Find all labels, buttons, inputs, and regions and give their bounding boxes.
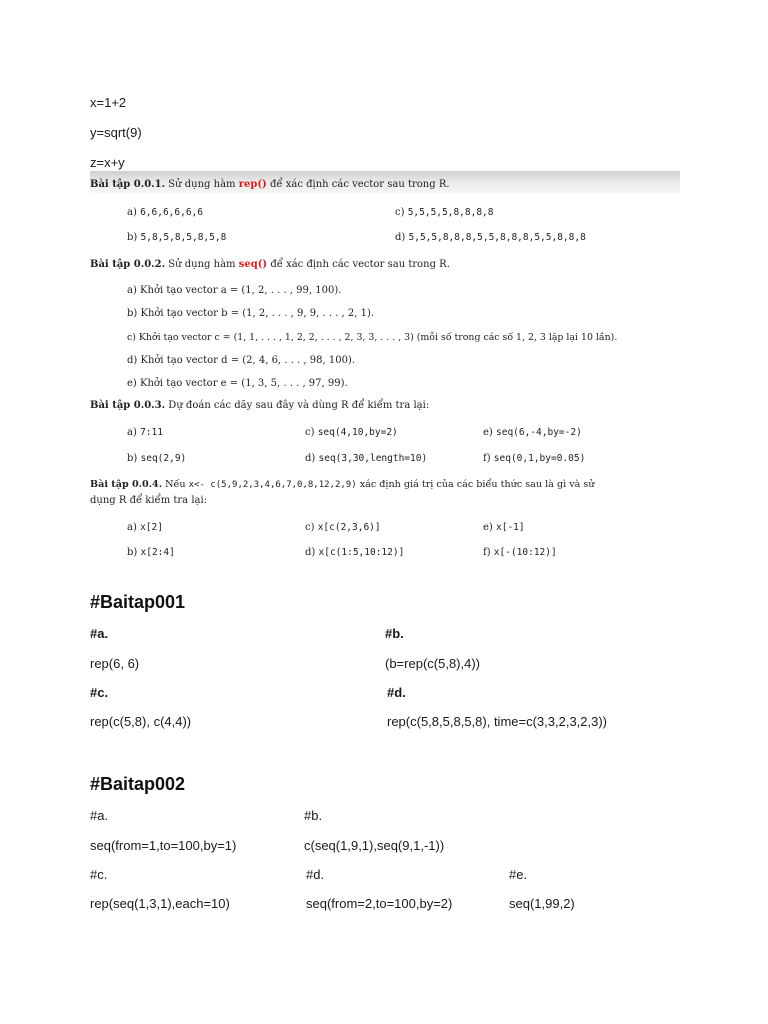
ex4-item-a: a) x[2] [127,522,163,533]
heading-baitap002: #Baitap002 [90,774,186,794]
ex3-item-d: d) seq(3,30,length=10) [305,453,428,464]
b1-label-a: #a. [90,626,109,641]
b2-label-c: #c. [90,867,108,882]
ex2-item-b: b) Khởi tạo vector b = (1, 2, . . . , 9, 9, . . . , 2, 1). [127,308,375,319]
exercise-4-line2: dụng R để kiểm tra lại: [90,495,208,506]
code-line-3: z=x+y [90,155,125,170]
seq-function: seq() [238,259,268,270]
b1-label-c: #c. [90,685,109,700]
code-line-1: x=1+2 [90,95,127,110]
vector-definition: x<- c(5,9,2,3,4,6,7,0,8,12,2,9) [188,480,357,490]
ex3-item-b: b) seq(2,9) [127,453,187,464]
ex4-item-e: e) x[-1] [483,522,525,533]
ex4-item-f: f) x[-(10:12)] [483,547,557,558]
b2-label-e: #e. [509,867,528,882]
exercise-2-title: Bài tập 0.0.2. Sử dụng hàm seq() để xác định các vector sau trong R. [90,259,450,270]
exercise-scan [90,171,680,575]
exercise-1-title: Bài tập 0.0.1. Sử dụng hàm rep() để xác định các vector sau trong R. [90,179,450,190]
exercise-3-number: Bài tập 0.0.3. [90,400,166,411]
b2-label-b: #b. [304,808,323,823]
b1-code-b: (b=rep(c(5,8),4)) [385,656,480,671]
ex2-item-a: a) Khởi tạo vector a = (1, 2, . . . , 99, 100). [127,285,342,296]
ex2-item-d: d) Khởi tạo vector d = (2, 4, 6, . . . , 98, 100). [127,355,356,366]
b1-code-c: rep(c(5,8), c(4,4)) [90,714,192,729]
ex4-item-b: b) x[2:4] [127,547,175,558]
b2-code-e: seq(1,99,2) [509,896,575,911]
ex3-item-c: c) seq(4,10,by=2) [305,427,398,438]
ex4-item-c: c) x[c(2,3,6)] [305,522,381,533]
b1-code-d: rep(c(5,8,5,8,5,8), time=c(3,3,2,3,2,3)) [387,714,608,729]
exercise-3-title: Bài tập 0.0.3. Dự đoán các dãy sau đây và dùng R để kiểm tra lại: [90,400,430,411]
b2-label-a: #a. [90,808,109,823]
ex2-item-c: c) Khởi tạo vector c = (1, 1, . . . , 1, 2, 2, . . . , 2, 3, 3, . . . , 3) (mỗi số trong các số 1, 2, 3 lặp lại 10 lần). [127,332,618,343]
b2-code-d: seq(from=2,to=100,by=2) [306,896,453,911]
code-line-2: y=sqrt(9) [90,125,142,140]
ex3-item-f: f) seq(0,1,by=0.05) [483,453,586,464]
ex3-item-e: e) seq(6,-4,by=-2) [483,427,582,438]
b1-code-a: rep(6, 6) [90,656,140,671]
b2-code-c: rep(seq(1,3,1),each=10) [90,896,230,911]
b1-label-b: #b. [385,626,404,641]
ex1-item-c: c) 5,5,5,5,8,8,8,8 [395,207,494,218]
exercise-1-number: Bài tập 0.0.1. [90,179,166,190]
heading-baitap001: #Baitap001 [90,592,186,612]
ex1-item-d: d) 5,5,5,8,8,8,5,5,8,8,8,5,5,8,8,8 [395,232,586,243]
rep-function: rep() [238,179,267,190]
exercise-4-number: Bài tập 0.0.4. [90,479,163,490]
ex1-item-b: b) 5,8,5,8,5,8,5,8 [127,232,227,243]
ex1-item-a: a) 6,6,6,6,6,6 [127,207,203,218]
ex3-item-a: a) 7:11 [127,427,163,438]
b2-code-a: seq(from=1,to=100,by=1) [90,838,237,853]
b2-label-d: #d. [306,867,325,882]
b1-label-d: #d. [387,685,406,700]
exercise-2-number: Bài tập 0.0.2. [90,259,166,270]
exercise-4-title: Bài tập 0.0.4. Nếu x<- c(5,9,2,3,4,6,7,0,8,12,2,9) xác định giá trị của các biểu thức sau là gì và sử [90,479,595,490]
ex2-item-e: e) Khởi tạo vector e = (1, 3, 5, . . . , 97, 99). [127,378,348,389]
b2-code-b: c(seq(1,9,1),seq(9,1,-1)) [304,838,445,853]
ex4-item-d: d) x[c(1:5,10:12)] [305,547,405,558]
